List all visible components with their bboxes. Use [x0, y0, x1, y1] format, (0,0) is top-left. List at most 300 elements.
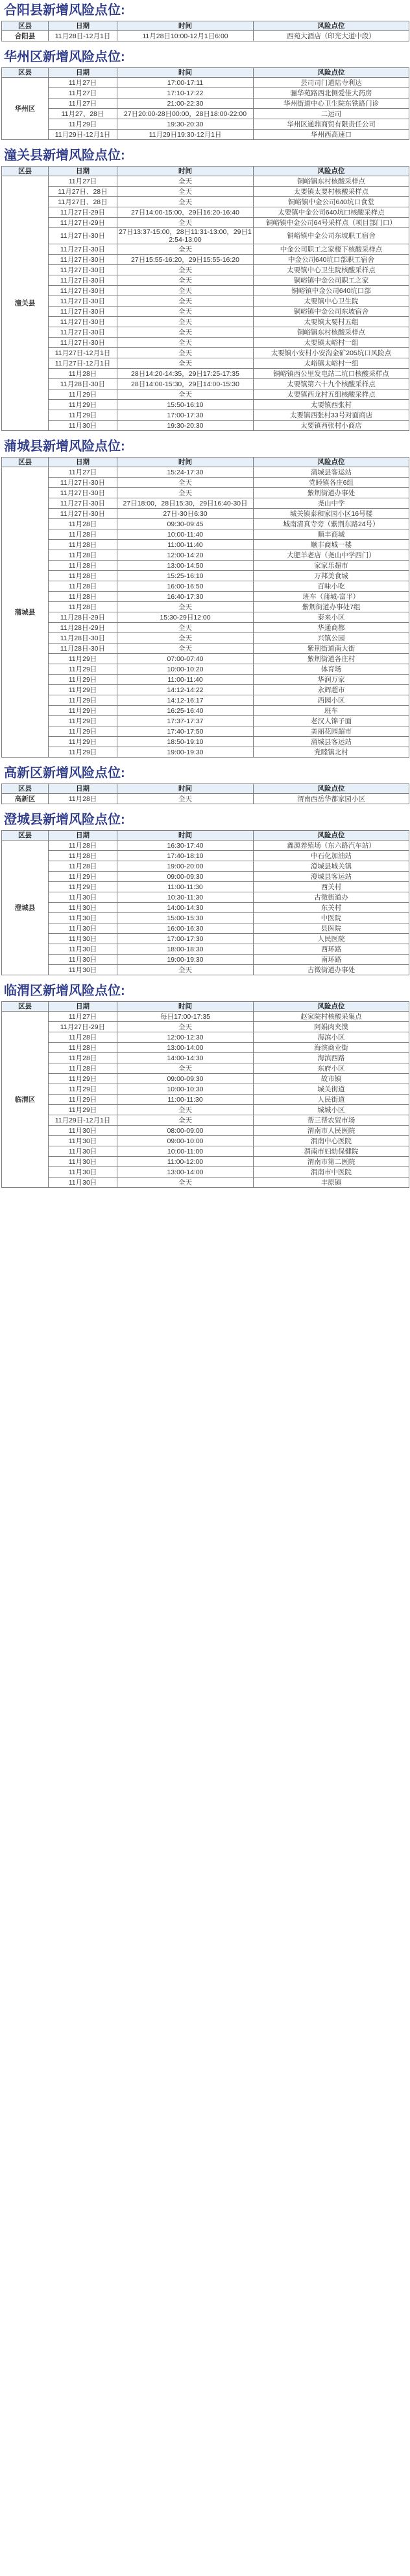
table-row	[2, 1095, 409, 1105]
place-cell: 人民街道	[254, 1095, 409, 1105]
time-cell: 18:00-18:30	[117, 944, 254, 955]
table-row	[2, 109, 409, 119]
date-cell: 11月28日-30日	[49, 644, 117, 654]
date-cell: 11月28日-29日	[49, 623, 117, 633]
time-cell: 09:30-09:45	[117, 519, 254, 529]
place-header: 风险点位	[254, 167, 409, 176]
district-cell: 蒲城县	[2, 467, 49, 758]
table-row	[2, 675, 409, 685]
table-row	[2, 540, 409, 550]
table-row	[2, 612, 409, 623]
table-row	[2, 685, 409, 695]
date-cell: 11月28日	[49, 794, 117, 804]
table-row	[2, 965, 409, 975]
place-cell: 华通商都	[254, 623, 409, 633]
date-cell: 11月29日-12月1日	[49, 1115, 117, 1126]
table-row	[2, 550, 409, 561]
place-cell: 华州区通鼎商贸有限责任公司	[254, 119, 409, 130]
risk-section	[0, 47, 410, 145]
table-row	[2, 794, 409, 804]
table-row	[2, 695, 409, 706]
table-row	[2, 317, 409, 327]
place-cell: 西环路	[254, 944, 409, 955]
time-cell: 10:00-11:40	[117, 529, 254, 540]
table-row	[2, 327, 409, 338]
date-cell: 11月27日-30日	[49, 255, 117, 265]
table-row	[2, 861, 409, 872]
time-cell: 10:00-10:30	[117, 1084, 254, 1095]
place-cell: 太要镇第六十九个核酸采样点	[254, 379, 409, 389]
time-cell: 27日13:37-15:00，28日11:31-13:00，29日12:54-13:00	[117, 228, 254, 244]
date-cell: 11月27日-29日	[49, 1022, 117, 1032]
place-header: 风险点位	[254, 21, 409, 31]
place-cell: 芸司司门道陆寺利达	[254, 78, 409, 88]
time-cell: 11月29日19:30-12月1日	[117, 130, 254, 140]
place-cell: 赵家院村核酸采集点	[254, 1012, 409, 1022]
district-header: 区县	[2, 458, 49, 467]
place-cell: 班车	[254, 706, 409, 716]
risk-section	[0, 436, 410, 763]
section-title: 临渭区新增风险点位:	[4, 984, 125, 998]
date-header: 日期	[49, 68, 117, 78]
district-header: 区县	[2, 68, 49, 78]
place-cell: 渭南市妇幼保健院	[254, 1146, 409, 1157]
time-cell: 19:30-20:30	[117, 421, 254, 431]
table-row	[2, 581, 409, 592]
place-cell: 太要镇太要村五组	[254, 317, 409, 327]
time-cell: 11:00-11:40	[117, 540, 254, 550]
time-cell: 全天	[117, 389, 254, 400]
section-title: 高新区新增风险点位:	[4, 766, 125, 780]
place-cell: 城南清真寺旁（紫荆东路24号）	[254, 519, 409, 529]
place-cell: 班车（蒲城-富平）	[254, 592, 409, 602]
date-cell: 11月28日	[49, 529, 117, 540]
place-cell: 渭南西岳华都家园小区	[254, 794, 409, 804]
table-row	[2, 389, 409, 400]
time-header: 时间	[117, 21, 254, 31]
place-cell: 故市镇	[254, 1074, 409, 1084]
place-cell: 渭南市人民医院	[254, 1126, 409, 1136]
table-row	[2, 737, 409, 747]
table-row	[2, 923, 409, 934]
date-cell: 11月27日	[49, 99, 117, 109]
place-cell: 太要镇西张村33号对面商店	[254, 410, 409, 421]
table-row	[2, 519, 409, 529]
place-cell: 铜峪镇中金公司东坡职工宿舍	[254, 228, 409, 244]
table-row	[2, 747, 409, 758]
date-cell: 11月29日	[49, 695, 117, 706]
table-row	[2, 1126, 409, 1136]
date-cell: 11月30日	[49, 1136, 117, 1146]
date-cell: 11月29日	[49, 410, 117, 421]
date-cell: 11月27日-30日	[49, 228, 117, 244]
table-row	[2, 99, 409, 109]
place-header: 风险点位	[254, 458, 409, 467]
district-header: 区县	[2, 167, 49, 176]
time-cell: 15:30-29日12:00	[117, 612, 254, 623]
place-cell: 东关村	[254, 903, 409, 913]
place-cell: 永辉超市	[254, 685, 409, 695]
district-header: 区县	[2, 784, 49, 794]
date-cell: 11月27日	[49, 88, 117, 99]
date-cell: 11月28日	[49, 519, 117, 529]
date-cell: 11月29日	[49, 726, 117, 737]
table-row	[2, 130, 409, 140]
time-cell: 11月28日10:00-12月1日6:00	[117, 31, 254, 41]
table-row	[2, 296, 409, 307]
risk-table	[1, 1001, 409, 1188]
time-cell: 15:00-15:30	[117, 913, 254, 923]
time-cell: 21:00-22:30	[117, 99, 254, 109]
date-cell: 11月30日	[49, 934, 117, 944]
date-cell: 11月30日	[49, 955, 117, 965]
time-cell: 12:00-14:20	[117, 550, 254, 561]
time-cell: 28日14:20-14:35，29日17:25-17:35	[117, 369, 254, 379]
time-cell: 15:24-17:30	[117, 467, 254, 478]
risk-table	[1, 67, 409, 140]
place-cell: 渭南市中医院	[254, 1167, 409, 1178]
table-row	[2, 1053, 409, 1063]
table-row	[2, 467, 409, 478]
place-cell: 顺丰商城一楼	[254, 540, 409, 550]
date-header: 日期	[49, 831, 117, 841]
table-row	[2, 644, 409, 654]
table-row	[2, 286, 409, 296]
place-cell: 体育场	[254, 664, 409, 675]
table-row	[2, 529, 409, 540]
time-cell: 17:40-17:50	[117, 726, 254, 737]
time-cell: 09:00-10:00	[117, 1136, 254, 1146]
date-cell: 11月27日、28日	[49, 187, 117, 197]
date-cell: 11月27日-30日	[49, 244, 117, 255]
place-cell: 华州街道中心卫生院东铁路门诊	[254, 99, 409, 109]
place-cell: 华润万家	[254, 675, 409, 685]
time-cell: 10:30-11:30	[117, 892, 254, 903]
table-row	[2, 1105, 409, 1115]
date-cell: 11月28日-30日	[49, 379, 117, 389]
date-header: 日期	[49, 21, 117, 31]
time-cell: 11:00-12:00	[117, 1157, 254, 1167]
time-cell: 全天	[117, 478, 254, 488]
time-cell: 08:00-09:00	[117, 1126, 254, 1136]
date-cell: 11月28日	[49, 561, 117, 571]
place-cell: 大肥羊老店（尧山中学西门）	[254, 550, 409, 561]
place-cell: 顺丰商城	[254, 529, 409, 540]
date-cell: 11月28日	[49, 592, 117, 602]
date-cell: 11月30日	[49, 913, 117, 923]
place-cell: 铜峪镇中金公司东坡宿舍	[254, 307, 409, 317]
time-cell: 07:00-07:40	[117, 654, 254, 664]
place-header: 风险点位	[254, 784, 409, 794]
risk-section	[0, 981, 410, 1193]
date-cell: 11月28日	[49, 841, 117, 851]
place-cell: 中金公司职工之家楼下核酸采样点	[254, 244, 409, 255]
table-row	[2, 602, 409, 612]
table-row	[2, 851, 409, 861]
time-cell: 10:00-11:00	[117, 1146, 254, 1157]
time-cell: 27日14:00-15:00，29日16:20-16:40	[117, 207, 254, 218]
date-cell: 11月29日	[49, 664, 117, 675]
place-cell: 铜峪镇东村核酸采样点	[254, 176, 409, 187]
date-cell: 11月29日	[49, 1105, 117, 1115]
time-cell: 18:50-19:10	[117, 737, 254, 747]
date-cell: 11月28日-29日	[49, 612, 117, 623]
time-cell: 14:00-14:30	[117, 903, 254, 913]
time-cell: 全天	[117, 623, 254, 633]
place-cell: 太要镇太峪村一组	[254, 338, 409, 348]
place-cell: 党睦镇北村	[254, 747, 409, 758]
place-cell: 东府小区	[254, 1063, 409, 1074]
section-title: 蒲城县新增风险点位:	[4, 439, 125, 454]
place-cell: 澄城县城关镇	[254, 861, 409, 872]
date-cell: 11月30日	[49, 421, 117, 431]
place-cell: 鑫源养殖场（东六路汽车站）	[254, 841, 409, 851]
district-header: 区县	[2, 831, 49, 841]
date-cell: 11月29日	[49, 747, 117, 758]
table-row	[2, 218, 409, 228]
date-cell: 11月28日	[49, 1043, 117, 1053]
date-cell: 11月30日	[49, 1146, 117, 1157]
date-cell: 11月28日	[49, 581, 117, 592]
time-cell: 19:00-20:00	[117, 861, 254, 872]
date-cell: 11月27日-12月1日	[49, 358, 117, 369]
place-cell: 县医院	[254, 923, 409, 934]
date-cell: 11月27日-12月1日	[49, 348, 117, 358]
table-row	[2, 244, 409, 255]
time-cell: 19:00-19:30	[117, 747, 254, 758]
time-cell: 16:25-16:40	[117, 706, 254, 716]
date-cell: 11月29日	[49, 119, 117, 130]
table-row	[2, 307, 409, 317]
time-cell: 15:50-16:10	[117, 400, 254, 410]
time-cell: 16:00-16:30	[117, 923, 254, 934]
place-cell: 铜峪镇西公里发电站二坑口核酸采样点	[254, 369, 409, 379]
table-row	[2, 187, 409, 197]
place-cell: 太要镇小安村小安沟金矿205坑口风险点	[254, 348, 409, 358]
table-row	[2, 478, 409, 488]
district-cell: 合阳县	[2, 31, 49, 41]
district-cell: 华州区	[2, 78, 49, 140]
date-cell: 11月27日	[49, 176, 117, 187]
table-row	[2, 1115, 409, 1126]
risk-section	[0, 809, 410, 981]
place-cell: 西关村	[254, 882, 409, 892]
section-title: 澄城县新增风险点位:	[4, 813, 125, 827]
time-cell: 全天	[117, 218, 254, 228]
place-header: 风险点位	[254, 1002, 409, 1012]
time-cell: 27日18:00，28日15:30，29日16:40-30日	[117, 498, 254, 509]
table-row	[2, 1022, 409, 1032]
place-cell: 铜峪镇东村核酸采样点	[254, 327, 409, 338]
section-spacer	[0, 431, 410, 436]
place-cell: 泰来小区	[254, 612, 409, 623]
date-header: 日期	[49, 458, 117, 467]
table-row	[2, 488, 409, 498]
date-cell: 11月27日-30日	[49, 327, 117, 338]
table-row	[2, 706, 409, 716]
date-cell: 11月29日	[49, 706, 117, 716]
table-row	[2, 197, 409, 207]
place-cell: 中石化加油站	[254, 851, 409, 861]
place-cell: 海滨西路	[254, 1053, 409, 1063]
place-cell: 海滨小区	[254, 1032, 409, 1043]
risk-table	[1, 166, 409, 431]
date-cell: 11月28日	[49, 1032, 117, 1043]
table-row	[2, 1146, 409, 1157]
date-cell: 11月27日-30日	[49, 478, 117, 488]
date-cell: 11月28日	[49, 550, 117, 561]
section-title: 潼关县新增风险点位:	[4, 148, 125, 163]
date-cell: 11月27、28日	[49, 109, 117, 119]
date-cell: 11月29日	[49, 389, 117, 400]
time-cell: 全天	[117, 358, 254, 369]
date-cell: 11月27日-29日	[49, 218, 117, 228]
table-row	[2, 88, 409, 99]
place-cell: 兴镇公园	[254, 633, 409, 644]
time-cell: 09:00-09:30	[117, 1074, 254, 1084]
district-cell: 澄城县	[2, 841, 49, 975]
date-cell: 11月27日-30日	[49, 317, 117, 327]
district-cell: 潼关县	[2, 176, 49, 431]
date-cell: 11月28日-12月1日	[49, 31, 117, 41]
place-cell: 尧山中学	[254, 498, 409, 509]
table-row	[2, 882, 409, 892]
place-cell: 美丽花园超市	[254, 726, 409, 737]
time-cell: 17:37-17:37	[117, 716, 254, 726]
table-row	[2, 913, 409, 923]
place-cell: 太要镇西张村	[254, 400, 409, 410]
time-cell: 10:00-10:20	[117, 664, 254, 675]
date-cell: 11月28日	[49, 1063, 117, 1074]
table-row	[2, 31, 409, 41]
table-row	[2, 1043, 409, 1053]
time-cell: 全天	[117, 338, 254, 348]
date-cell: 11月30日	[49, 965, 117, 975]
time-cell: 全天	[117, 197, 254, 207]
place-cell: 城关街道	[254, 1084, 409, 1095]
table-row	[2, 78, 409, 88]
date-header: 日期	[49, 784, 117, 794]
place-cell: 铜峪镇中金公司64号采样点（项目部门口）	[254, 218, 409, 228]
table-row	[2, 1074, 409, 1084]
time-cell: 全天	[117, 265, 254, 275]
time-cell: 12:00-12:30	[117, 1032, 254, 1043]
date-cell: 11月29日	[49, 685, 117, 695]
risk-section	[0, 763, 410, 809]
time-cell: 17:00-17:11	[117, 78, 254, 88]
place-cell: 铜峪镇中金公司640坑口部	[254, 286, 409, 296]
table-row	[2, 119, 409, 130]
date-cell: 11月28日	[49, 571, 117, 581]
table-row	[2, 369, 409, 379]
place-cell: 西园小区	[254, 695, 409, 706]
table-row	[2, 275, 409, 286]
date-cell: 11月27日	[49, 467, 117, 478]
place-cell: 太要镇西张村小商店	[254, 421, 409, 431]
date-cell: 11月27日-30日	[49, 498, 117, 509]
place-cell: 蒲城县客运站	[254, 467, 409, 478]
place-cell: 西苑大酒店（印光大道中段）	[254, 31, 409, 41]
table-row	[2, 1063, 409, 1074]
date-header: 日期	[49, 1002, 117, 1012]
place-cell: 阿娟肉夹馍	[254, 1022, 409, 1032]
time-cell: 27日15:55-16:20，29日15:55-16:20	[117, 255, 254, 265]
time-header: 时间	[117, 458, 254, 467]
risk-table	[1, 457, 409, 758]
time-cell: 全天	[117, 275, 254, 286]
table-row	[2, 421, 409, 431]
table-row	[2, 1167, 409, 1178]
risk-table	[1, 21, 409, 41]
time-cell: 15:25-16:10	[117, 571, 254, 581]
date-cell: 11月27日-30日	[49, 275, 117, 286]
table-row	[2, 228, 409, 244]
date-cell: 11月29日	[49, 1074, 117, 1084]
time-cell: 14:12-14:22	[117, 685, 254, 695]
table-row	[2, 903, 409, 913]
place-header: 风险点位	[254, 68, 409, 78]
date-cell: 11月29日	[49, 654, 117, 664]
table-row	[2, 265, 409, 275]
time-cell: 全天	[117, 1178, 254, 1188]
place-cell: 家家乐超市	[254, 561, 409, 571]
risk-section	[0, 0, 410, 47]
table-row	[2, 623, 409, 633]
date-cell: 11月27日-30日	[49, 338, 117, 348]
date-cell: 11月30日	[49, 1178, 117, 1188]
place-header: 风险点位	[254, 831, 409, 841]
place-cell: 紫荆街道各庄村	[254, 654, 409, 664]
time-cell: 全天	[117, 1105, 254, 1115]
table-row	[2, 358, 409, 369]
table-row	[2, 509, 409, 519]
date-cell: 11月28日	[49, 602, 117, 612]
place-cell: 党睦镇各庄6组	[254, 478, 409, 488]
section-spacer	[0, 1188, 410, 1193]
time-cell: 11:00-11:30	[117, 882, 254, 892]
date-cell: 11月30日	[49, 944, 117, 955]
date-cell: 11月28日	[49, 369, 117, 379]
table-row	[2, 1178, 409, 1188]
time-cell: 全天	[117, 317, 254, 327]
table-row	[2, 934, 409, 944]
table-row	[2, 1012, 409, 1022]
place-cell: 万邦美食城	[254, 571, 409, 581]
place-cell: 南环路	[254, 955, 409, 965]
time-cell: 13:00-14:00	[117, 1043, 254, 1053]
place-cell: 中金公司640坑口部职工宿舍	[254, 255, 409, 265]
place-cell: 太要镇西龙村五组核酸采样点	[254, 389, 409, 400]
date-cell: 11月29日	[49, 1095, 117, 1105]
time-header: 时间	[117, 831, 254, 841]
place-cell: 澄城县客运站	[254, 872, 409, 882]
table-row	[2, 348, 409, 358]
date-cell: 11月28日-30日	[49, 633, 117, 644]
date-cell: 11月30日	[49, 903, 117, 913]
district-cell: 高新区	[2, 794, 49, 804]
place-cell: 二运司	[254, 109, 409, 119]
date-cell: 11月30日	[49, 892, 117, 903]
table-row	[2, 1157, 409, 1167]
date-cell: 11月28日	[49, 1053, 117, 1063]
time-cell: 11:00-11:40	[117, 675, 254, 685]
table-row	[2, 944, 409, 955]
time-cell: 16:30-17:40	[117, 841, 254, 851]
place-cell: 紫荆街道办事处	[254, 488, 409, 498]
table-row	[2, 176, 409, 187]
date-cell: 11月28日	[49, 540, 117, 550]
date-cell: 11月29日	[49, 1084, 117, 1095]
